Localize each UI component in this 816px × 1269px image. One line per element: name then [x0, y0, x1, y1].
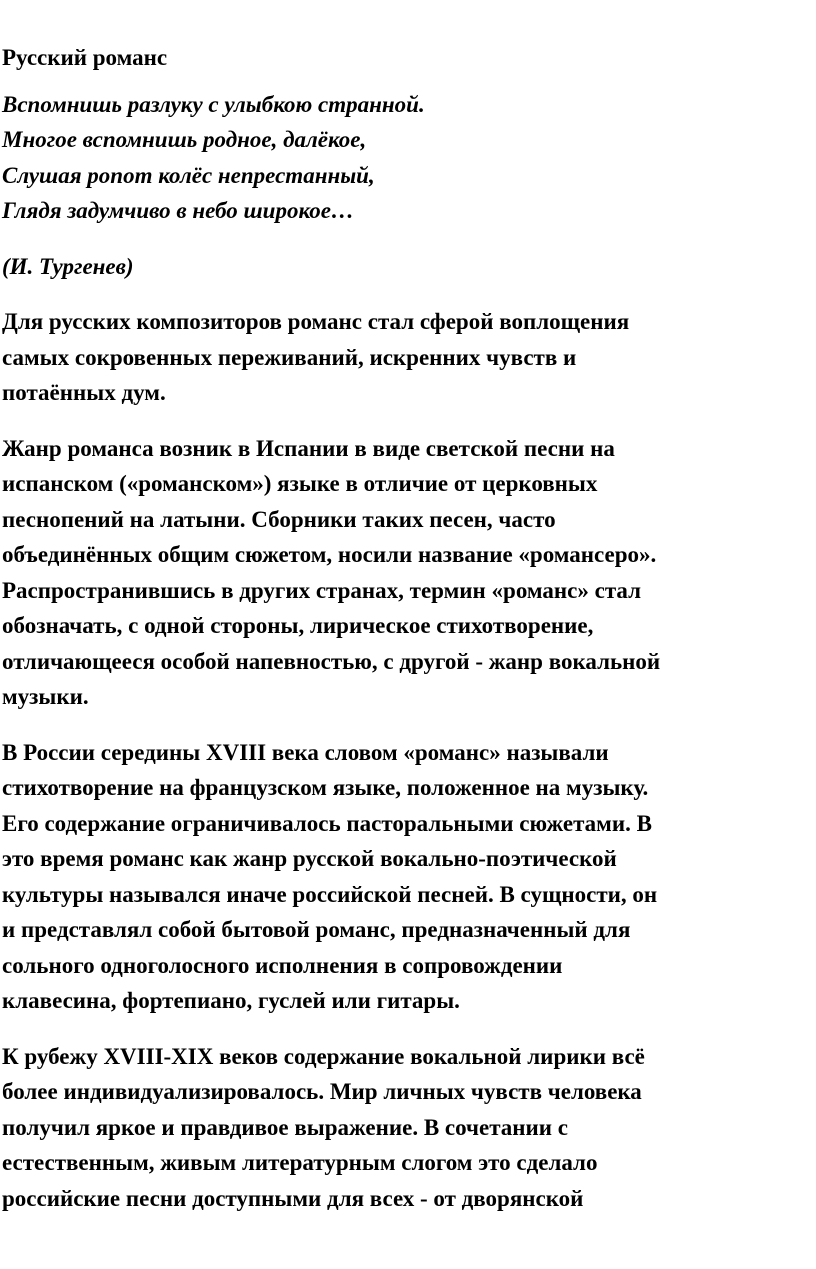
paragraph-line: это время романс как жанр русской вокально-поэтической — [2, 846, 617, 871]
document-title: Русский романс — [2, 45, 168, 70]
poem-attribution: (И. Тургенев) — [2, 253, 134, 279]
paragraph-line: песнопений на латыни. Сборники таких песен, часто — [2, 506, 556, 532]
paragraph-line: испанском («романском») языке в отличие от церковных — [2, 471, 598, 496]
poem-line: Глядя задумчиво в небо широкое… — [2, 198, 354, 223]
paragraph-line: более индивидуализировалось. Мир личных чувств человека — [2, 1079, 642, 1104]
poem-epigraph — [2, 87, 816, 229]
paragraph-line: отличающееся особой напевностью, с другой - жанр вокальной — [2, 648, 661, 674]
paragraph-line: российские песни доступными для всех - от дворянской — [2, 1185, 584, 1211]
paragraph-line: культуры назывался иначе российской песней. В сущности, он — [2, 881, 658, 907]
paragraph-line: Жанр романса возник в Испании в виде светской песни на — [2, 435, 615, 461]
paragraph-line: Его содержание ограничивалось пасторальными сюжетами. В — [2, 810, 652, 836]
document-page — [0, 40, 816, 1216]
paragraph-line: получил яркое и правдивое выражение. В сочетании с — [2, 1114, 569, 1140]
paragraph-line: объединённых общим сюжетом, носили название «романсеро». — [2, 542, 657, 567]
paragraph-line: естественным, живым литературным слогом это сделало — [2, 1150, 598, 1175]
paragraph-line: клавесина, фортепиано, гуслей или гитары. — [2, 988, 460, 1013]
paragraph-4 — [2, 1039, 816, 1217]
poem-line: Вспомнишь разлуку с улыбкою странной. — [2, 91, 425, 117]
paragraph-line: потаённых дум. — [2, 380, 166, 405]
paragraph-line: музыки. — [2, 684, 89, 709]
poem-line: Многое вспомнишь родное, далёкое, — [2, 127, 367, 152]
paragraph-line: стихотворение на французском языке, положенное на музыку. — [2, 775, 649, 800]
paragraph-line: обозначать, с одной стороны, лирическое стихотворение, — [2, 613, 594, 638]
paragraph-line: В России середины XVIII века словом «романс» называли — [2, 739, 609, 765]
paragraph-line: и представлял собой бытовой романс, предназначенный для — [2, 917, 631, 942]
paragraph-line: самых сокровенных переживаний, искренних чувств и — [2, 344, 577, 370]
poem-line: Слушая ропот колёс непрестанный, — [2, 162, 375, 188]
paragraph-line: сольного одноголосного исполнения в сопровождении — [2, 952, 563, 978]
paragraph-2 — [2, 431, 816, 715]
paragraph-1 — [2, 304, 816, 411]
paragraph-line: Распространившись в других странах, термин «романс» стал — [2, 577, 642, 603]
paragraph-3 — [2, 735, 816, 1019]
paragraph-line: Для русских композиторов романс стал сферой воплощения — [2, 309, 630, 334]
paragraph-line: К рубежу XVIII-XIX веков содержание вокальной лирики всё — [2, 1043, 645, 1069]
